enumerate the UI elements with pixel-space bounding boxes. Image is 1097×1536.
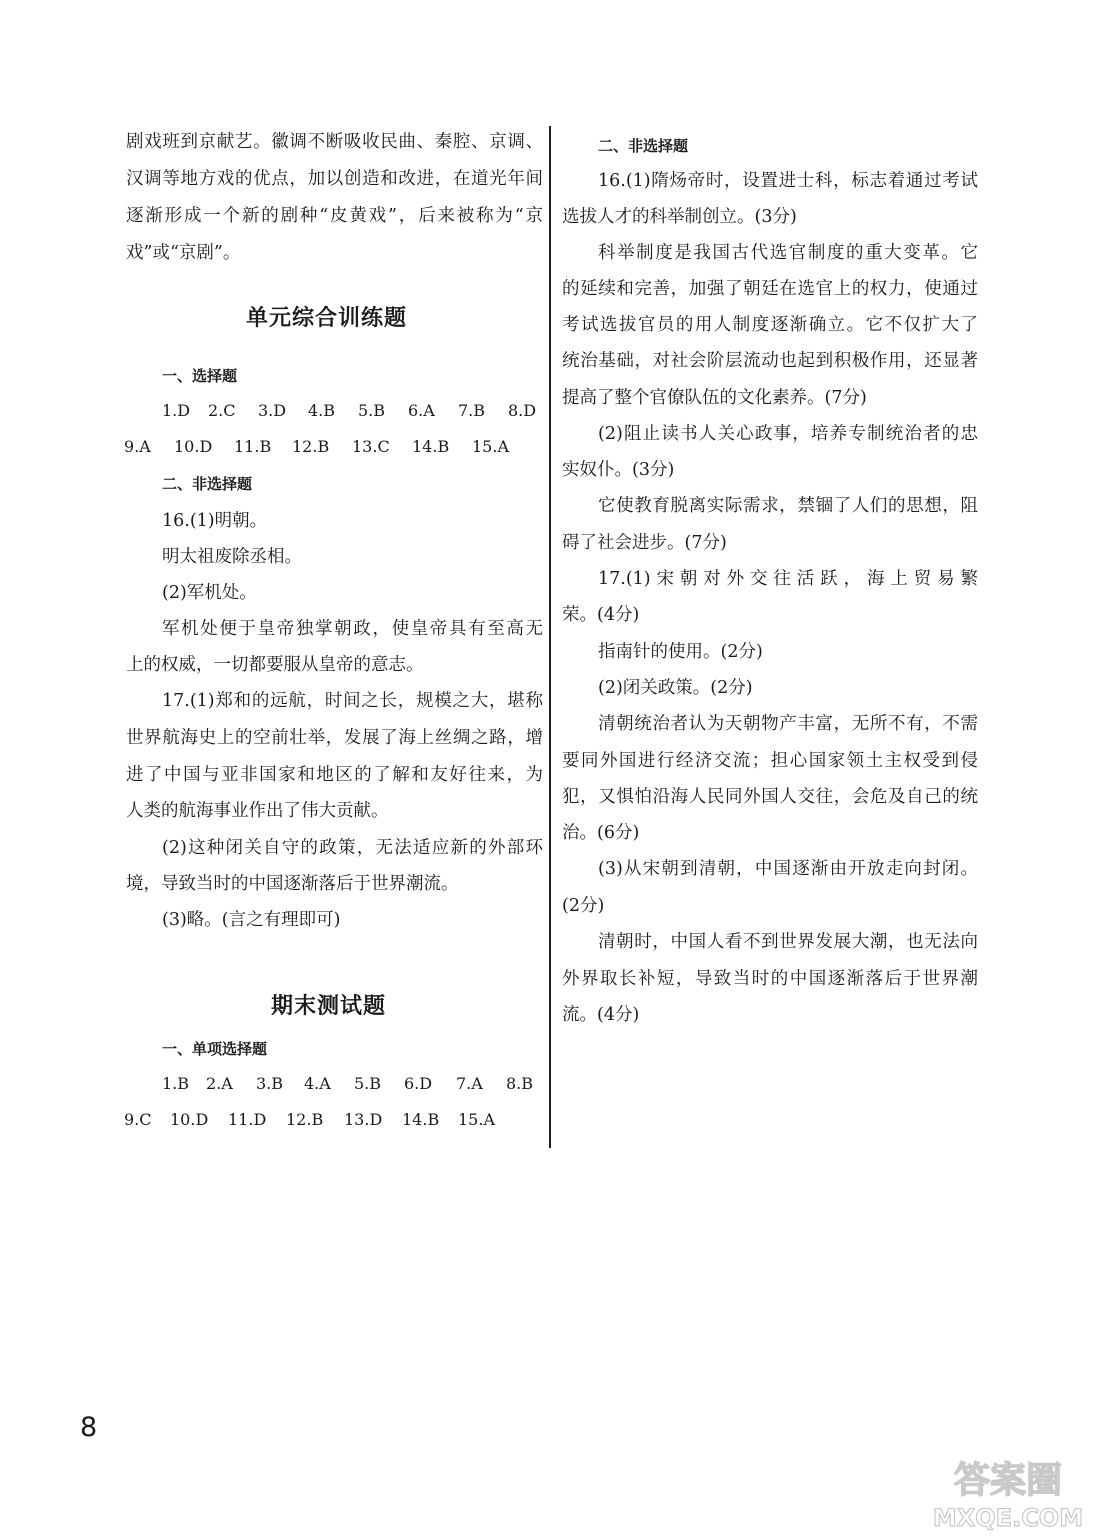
answer-item: 7.B bbox=[458, 401, 486, 420]
answer-line: (3)略。(言之有理即可) bbox=[162, 910, 341, 930]
answer-item: 10.D bbox=[174, 437, 213, 456]
watermark-bottom: MXQE.COM bbox=[932, 1504, 1084, 1532]
answer-line: 外界取长补短，导致当时的中国逐渐落后于世界潮 bbox=[562, 969, 978, 989]
answer-line: (2)阻止读书人关心政事，培养专制统治者的忠 bbox=[598, 424, 978, 444]
answer-item: 2.C bbox=[208, 401, 236, 420]
answer-item: 6.A bbox=[408, 401, 435, 420]
answer-line: (2)这种闭关自守的政策，无法适应新的外部环 bbox=[162, 838, 543, 858]
intro-line: 戏”或“京剧”。 bbox=[126, 243, 241, 263]
answer-item: 5.B bbox=[358, 401, 386, 420]
answer-row bbox=[162, 400, 536, 422]
answer-item: 1.B bbox=[162, 1074, 190, 1093]
answer-line: 提高了整个官僚队伍的文化素养。(7分) bbox=[562, 388, 867, 408]
answer-line: (2)军机处。 bbox=[162, 583, 257, 603]
answer-item: 9.A bbox=[124, 437, 151, 456]
answer-item: 12.B bbox=[292, 437, 330, 456]
answer-line: 17.(1)宋朝对外交往活跃，海上贸易繁 bbox=[598, 569, 978, 589]
answer-line: 它使教育脱离实际需求，禁锢了人们的思想，阻 bbox=[598, 496, 978, 516]
answer-line: (2)闭关政策。(2分) bbox=[598, 678, 753, 698]
final-title: 期末测试题 bbox=[271, 994, 387, 1019]
answer-line: 境，导致当时的中国逐渐落后于世界潮流。 bbox=[126, 874, 459, 894]
answer-item: 1.D bbox=[162, 401, 191, 420]
answer-line: 指南针的使用。(2分) bbox=[598, 642, 763, 662]
watermark-top: 答案圈 bbox=[953, 1460, 1063, 1501]
answer-item: 7.A bbox=[456, 1074, 483, 1093]
answer-line: 清朝统治者认为天朝物产丰富，无所不有，不需 bbox=[598, 714, 978, 734]
answer-item: 11.D bbox=[228, 1110, 267, 1129]
answer-line: 上的权威，一切都要服从皇帝的意志。 bbox=[126, 655, 424, 675]
page-number: 8 bbox=[80, 1412, 98, 1443]
answer-line: (3)从宋朝到清朝，中国逐渐由开放走向封闭。 bbox=[598, 859, 978, 879]
answer-item: 13.C bbox=[352, 437, 390, 456]
answer-line: 流。(4分) bbox=[562, 1005, 640, 1025]
answer-item: 12.B bbox=[286, 1110, 324, 1129]
answer-line: 世界航海史上的空前壮举，发展了海上丝绸之路，增 bbox=[126, 728, 543, 748]
unit-title: 单元综合训练题 bbox=[246, 306, 408, 331]
answer-item: 6.D bbox=[404, 1074, 433, 1093]
answer-line: 犯，又惧怕沿海人民同外国人交往，会危及自己的统 bbox=[562, 787, 978, 807]
answer-line: 考试选拔官员的用人制度逐渐确立。它不仅扩大了 bbox=[562, 315, 978, 335]
nonchoice-heading: 二、非选择题 bbox=[598, 137, 689, 155]
answer-line: 要同外国进行经济交流；担心国家领土主权受到侵 bbox=[562, 751, 978, 771]
final-choice-heading: 一、单项选择题 bbox=[162, 1040, 268, 1058]
answer-item: 2.A bbox=[206, 1074, 233, 1093]
answer-line: 选拔人才的科举制创立。(3分) bbox=[562, 207, 797, 227]
answer-line: 16.(1)明朝。 bbox=[162, 511, 268, 531]
answer-line: 17.(1)郑和的远航，时间之长，规模之大，堪称 bbox=[162, 691, 543, 711]
answer-row bbox=[162, 1073, 533, 1095]
answer-item: 14.B bbox=[412, 437, 450, 456]
intro-line: 逐渐形成一个新的剧种“皮黄戏”，后来被称为“京 bbox=[126, 206, 543, 226]
unit-choice-heading: 一、选择题 bbox=[162, 367, 238, 385]
answer-item: 3.D bbox=[258, 401, 287, 420]
answer-row bbox=[124, 1109, 495, 1131]
intro-line: 剧戏班到京献艺。徽调不断吸收民曲、秦腔、京调、 bbox=[126, 132, 543, 152]
answer-item: 14.B bbox=[402, 1110, 440, 1129]
answer-item: 9.C bbox=[124, 1110, 152, 1129]
answer-line: 治。(6分) bbox=[562, 823, 640, 843]
answer-item: 13.D bbox=[344, 1110, 383, 1129]
answer-line: 实奴仆。(3分) bbox=[562, 460, 675, 480]
answer-item: 15.A bbox=[472, 437, 509, 456]
unit-nonchoice-heading: 二、非选择题 bbox=[162, 475, 253, 493]
answer-item: 4.B bbox=[308, 401, 336, 420]
answer-line: 明太祖废除丞相。 bbox=[162, 547, 302, 567]
watermark-logo bbox=[928, 1448, 1088, 1532]
answer-line: 人类的航海事业作出了伟大贡献。 bbox=[126, 801, 389, 821]
answer-item: 10.D bbox=[170, 1110, 209, 1129]
answer-line: 统治基础，对社会阶层流动也起到积极作用，还显著 bbox=[562, 351, 978, 371]
column-divider bbox=[549, 126, 551, 1148]
answer-item: 11.B bbox=[234, 437, 272, 456]
answer-line: 荣。(4分) bbox=[562, 605, 640, 625]
answer-item: 15.A bbox=[458, 1110, 495, 1129]
answer-line: 16.(1)隋炀帝时，设置进士科，标志着通过考试 bbox=[598, 171, 978, 191]
answer-item: 3.B bbox=[256, 1074, 284, 1093]
answer-line: 进了中国与亚非国家和地区的了解和友好往来，为 bbox=[126, 765, 543, 785]
answer-line: 的延续和完善，加强了朝廷在选官上的权力，使通过 bbox=[562, 279, 978, 299]
intro-line: 汉调等地方戏的优点，加以创造和改进，在道光年间 bbox=[126, 169, 543, 189]
answer-item: 5.B bbox=[354, 1074, 382, 1093]
answer-line: (2分) bbox=[562, 896, 605, 916]
answer-item: 8.D bbox=[508, 401, 537, 420]
answer-item: 4.A bbox=[304, 1074, 331, 1093]
answer-line: 清朝时，中国人看不到世界发展大潮，也无法向 bbox=[598, 932, 978, 952]
answer-line: 碍了社会进步。(7分) bbox=[562, 533, 727, 553]
answer-item: 8.B bbox=[506, 1074, 534, 1093]
answer-line: 科举制度是我国古代选官制度的重大变革。它 bbox=[598, 243, 978, 263]
answer-row bbox=[124, 436, 509, 458]
answer-line: 军机处便于皇帝独掌朝政，使皇帝具有至高无 bbox=[162, 619, 543, 639]
